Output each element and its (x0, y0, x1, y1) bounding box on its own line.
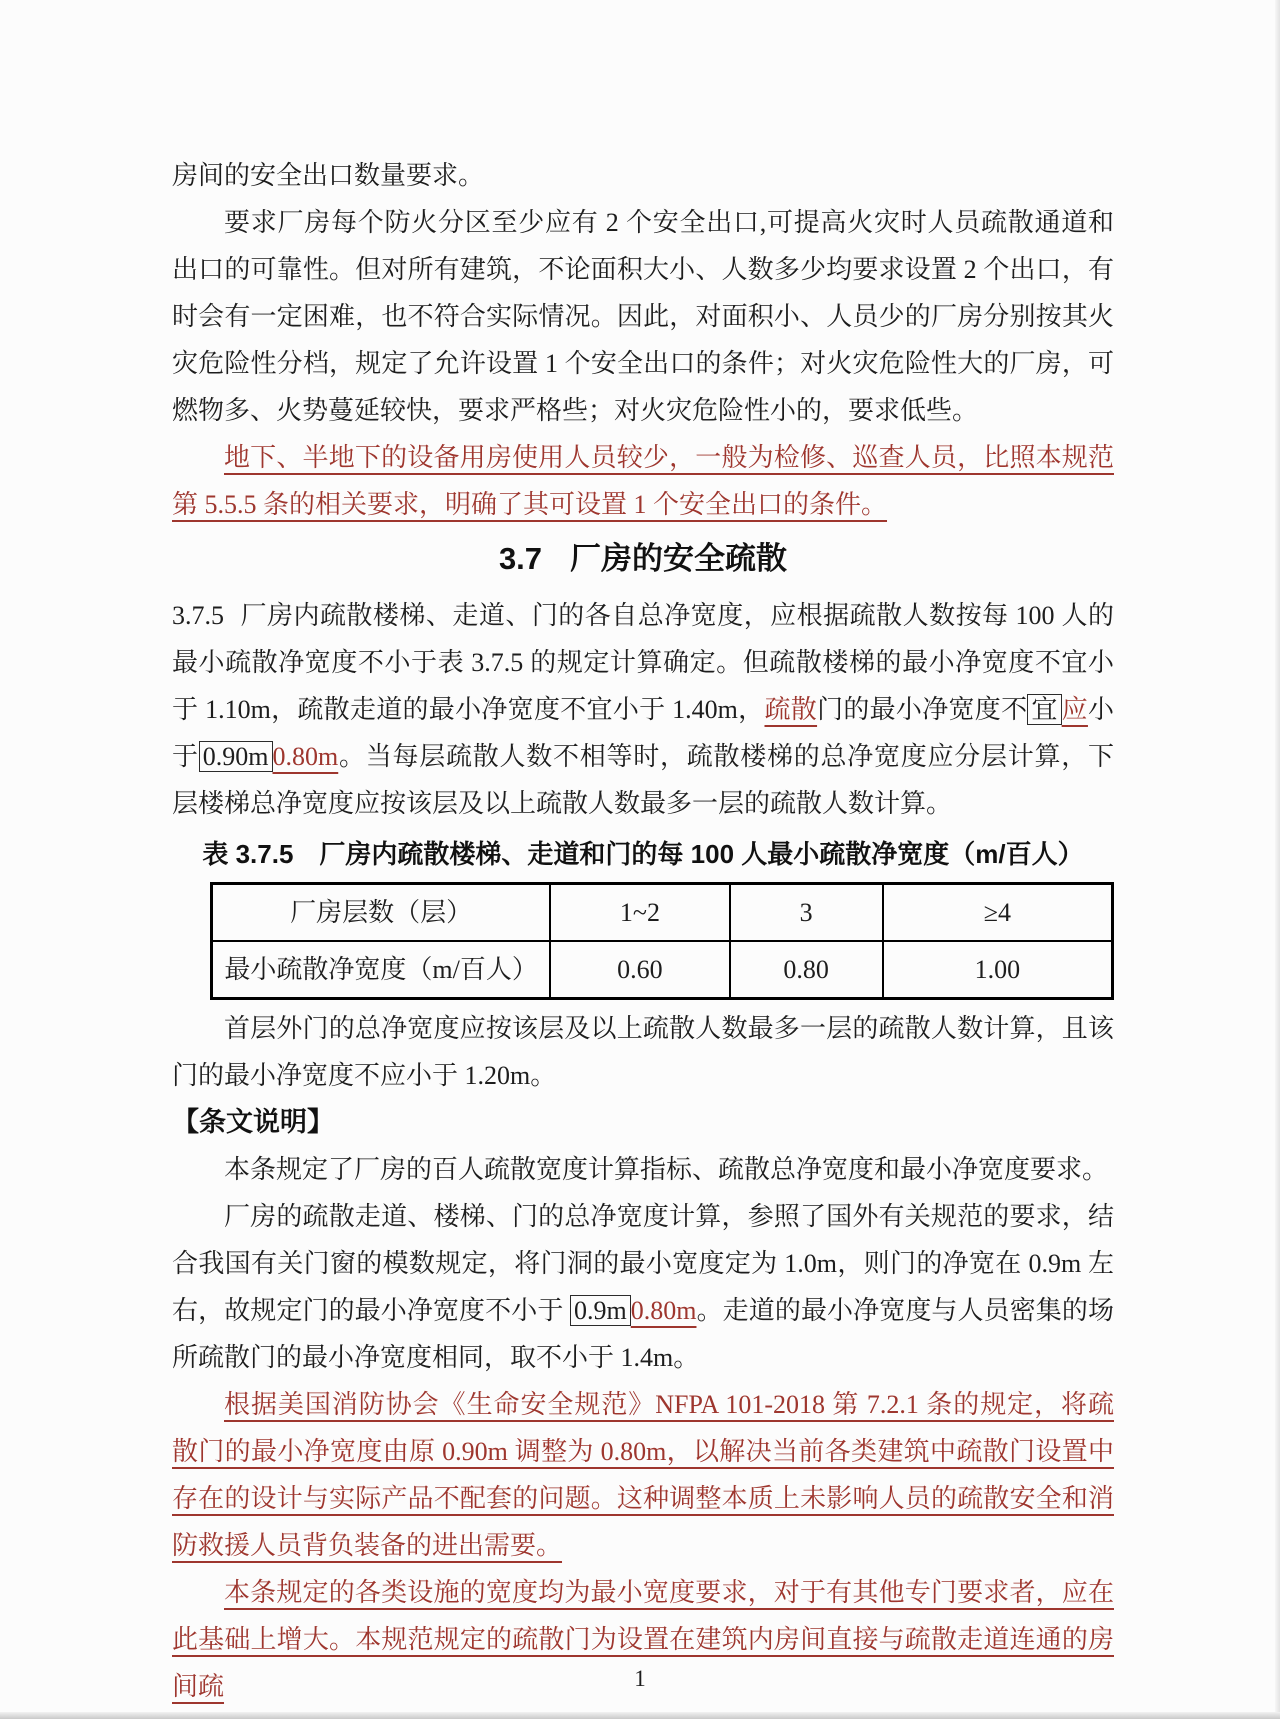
table-title: 表 3.7.5 厂房内疏散楼梯、走道和门的每 100 人最小疏散净宽度（m/百人） (202, 839, 1084, 869)
table-3-7-5 (210, 882, 1114, 1000)
body-text: 厂房的疏散走道、楼梯、门的总净宽度计算，参照了国外有关规范的要求，结合我国有关门窗的模数规定，将门洞的最小宽度定为 1.0m，则门的净宽在 0.9m 左右，故规定门的最小净宽度不小于 (172, 1202, 1114, 1325)
paragraph-note-summary (172, 1146, 1114, 1193)
paragraph-underground-revision (172, 434, 1114, 528)
body-text: 首层外门的总净宽度应按该层及以上疏散人数最多一层的疏散人数计算，且该门的最小净宽度不应小于 1.20m。 (172, 1014, 1114, 1090)
revision-inserted-text: 应 (1061, 695, 1088, 724)
page-number: 1 (634, 1666, 646, 1691)
body-text: 。走道的最小净宽度与人员密集的场所疏散门的最小净宽度相同，取不小于 1.4m。 (172, 1296, 1114, 1372)
body-text: 房间的安全出口数量要求。 (172, 161, 485, 190)
clause-3-7-5 (172, 592, 1114, 827)
revision-deleted-text: 宜 (1027, 694, 1061, 725)
paragraph-first-floor-door (172, 1005, 1114, 1099)
revision-inserted-text: 0.80m (272, 742, 339, 771)
section-number: 3.7 (498, 541, 543, 576)
paragraph-nfpa-revision (172, 1381, 1114, 1569)
section-title: 厂房的安全疏散 (570, 541, 788, 576)
table-cell: 1~2 (550, 884, 729, 942)
table-cell: 3 (730, 884, 883, 942)
section-heading-3-7 (172, 534, 1114, 584)
table-cell: 最小疏散净宽度（m/百人） (212, 941, 551, 999)
revision-inserted-text: 地下、半地下的设备用房使用人员较少，一般为检修、巡查人员，比照本规范第 5.5.5 条的相关要求，明确了其可设置 1 个安全出口的条件。 (172, 443, 1114, 519)
table-cell: 1.00 (883, 941, 1113, 999)
revision-inserted-text: 本条规定的各类设施的宽度均为最小宽度要求，对于有其他专门要求者，应在此基础上增大。本规范规定的疏散门为设置在建筑内房间直接与疏散走道连通的房间疏 (172, 1578, 1114, 1701)
body-text: 厂房内疏散楼梯、走道、门的各自总净宽度，应根据疏散人数按每 100 人的最小疏散净宽度不小于表 3.7.5 的规定计算确定。但疏散楼梯的最小净宽度不宜小于 1.10m，疏散走道的最小净宽度不宜小于 1.40m， (172, 601, 1114, 724)
paragraph-room-exit-tail (172, 152, 1114, 199)
body-text: 本条规定了厂房的百人疏散宽度计算指标、疏散总净宽度和最小净宽度要求。 (224, 1155, 1109, 1184)
clause-note-label: 【条文说明】 (172, 1107, 334, 1137)
revision-inserted-text: 0.80m (630, 1296, 697, 1325)
revision-deleted-text: 0.9m (570, 1295, 631, 1326)
revision-deleted-text: 0.90m (199, 741, 273, 772)
table-cell: 0.80 (730, 941, 883, 999)
body-text: 小于 (172, 695, 1114, 771)
scan-edge-artifact (0, 1712, 1280, 1719)
clause-number: 3.7.5 (172, 601, 224, 630)
scan-edge-artifact (1275, 0, 1280, 1719)
table-value-row (212, 941, 1113, 999)
body-text: 。当每层疏散人数不相等时，疏散楼梯的总净宽度应分层计算，下层楼梯总净宽度应按该层及以上疏散人数最多一层的疏散人数计算。 (172, 742, 1114, 818)
table-header-row (212, 884, 1113, 942)
paragraph-two-exits (172, 199, 1114, 434)
body-text: 要求厂房每个防火分区至少应有 2 个安全出口,可提高火灾时人员疏散通道和出口的可靠性。但对所有建筑，不论面积大小、人数多少均要求设置 2 个出口，有时会有一定困难，也不符合实际情况。因此，对面积小、人员少的厂房分别按其火灾危险性分档，规定了允许设置 1 个安全出口的条件；对火灾危险性大的厂房，可燃物多、火势蔓延较快，要求严格些；对火灾危险性小的，要求低些。 (172, 208, 1114, 425)
revision-inserted-text: 根据美国消防协会《生命安全规范》NFPA 101-2018 第 7.2.1 条的规定，将疏散门的最小净宽度由原 0.90m 调整为 0.80m，以解决当前各类建筑中疏散门设置中存在的设计与实际产品不配套的问题。这种调整本质上未影响人员的疏散安全和消防救援人员背负装备的进出需要。 (172, 1390, 1114, 1560)
body-text: 门的最小净宽度不 (817, 695, 1028, 724)
table-cell: ≥4 (883, 884, 1113, 942)
paragraph-note-calculation (172, 1193, 1114, 1381)
table-cell: 厂房层数（层） (212, 884, 551, 942)
revision-inserted-text: 疏散 (764, 695, 818, 724)
table-cell: 0.60 (550, 941, 729, 999)
